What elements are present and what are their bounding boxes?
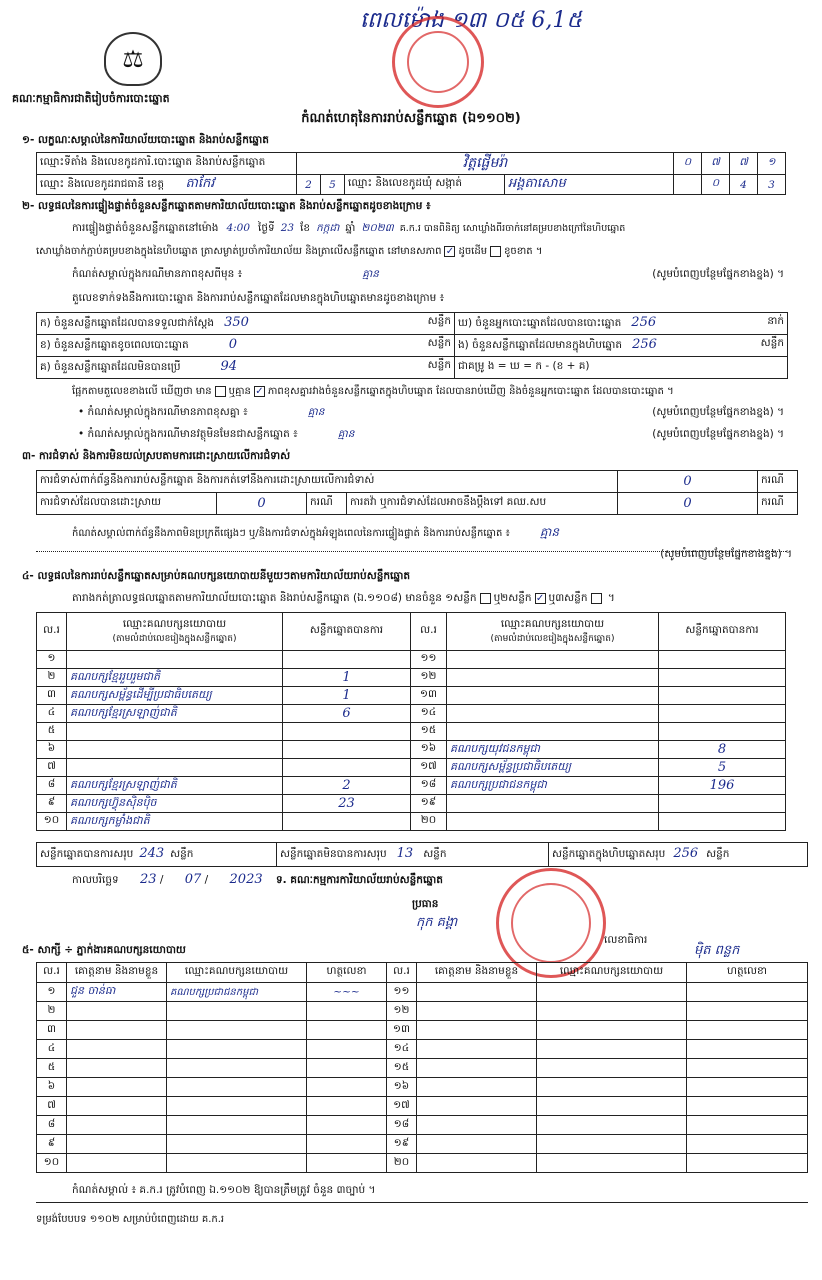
table-row	[37, 1135, 808, 1154]
witness-party	[537, 1116, 687, 1135]
witness-name	[67, 1021, 167, 1040]
row-number: ២	[37, 1002, 67, 1021]
party-name	[67, 723, 283, 741]
vote-count	[283, 813, 411, 831]
witness-name	[67, 1040, 167, 1059]
resolved-value: 0	[217, 493, 307, 515]
witness-signature	[687, 1021, 808, 1040]
checkbox-has-difference[interactable]	[215, 386, 226, 397]
row-number: ៣	[37, 687, 67, 705]
witness-party	[537, 983, 687, 1002]
witness-signature	[307, 1116, 387, 1135]
row-number: ៩	[37, 1135, 67, 1154]
seal-status-line: សោឃ្លាំងចាក់ភ្ជាប់គម្របខាងក្នុងនៃហិបឆ្នោត ត្រាសម្ងាត់ប្រចាំការិយាល័យ និងត្រាលើសន្លឹកឆ្នោត នៅមានសភាព ✓ ដូចដើម ខូចខាត ។	[36, 245, 543, 257]
party-name	[447, 651, 659, 669]
sheets-line: តារាងកត់ត្រាលទ្ធផលឆ្នោតតាមការិយាល័យបោះឆ្នោត និងរាប់សន្លឹកឆ្នោត (ឯ.១១០៨) មានចំនួន ១សន្លឹក ឬ២សន្លឹក ✓ ឬ៣សន្លឹក ។	[72, 592, 615, 604]
witness-party	[537, 1021, 687, 1040]
discrepancy-line: ផ្អែកតាមតួលេខខាងលើ ឃើញថា មាន ឬគ្មាន ✓ ភាពខុសគ្នារវាងចំនួនសន្លឹកឆ្នោតក្នុងហិបឆ្នោត ដែលបានរាប់ឃើញ និងចំនួនអ្នកបោះឆ្នោត ដែលបានបោះឆ្នោត ។	[72, 385, 674, 397]
object-value: គ្មាន	[337, 428, 355, 440]
row-number: ៦	[37, 741, 67, 759]
witness-name	[417, 1097, 537, 1116]
spoiled-label: ខ) ចំនួនសន្លឹកឆ្នោតខូចពេលបោះឆ្នោត	[40, 339, 189, 351]
row-number: ១៧	[387, 1097, 417, 1116]
party-name	[67, 651, 283, 669]
party-name: គណបក្សយុវជនកម្ពុជា	[447, 741, 659, 759]
witness-party	[167, 1116, 307, 1135]
code-digit: ១	[758, 153, 786, 175]
fill-back-note: (សូមបំពេញបន្ថែមផ្នែកខាងខ្នង) ។	[660, 548, 792, 560]
witness-signature	[307, 1078, 387, 1097]
witness-signature	[687, 1116, 808, 1135]
witness-signature	[687, 1135, 808, 1154]
row-number: ២០	[411, 813, 447, 831]
row-number: ២	[37, 669, 67, 687]
party-name	[447, 813, 659, 831]
witness-name	[67, 1116, 167, 1135]
witness-name	[417, 1040, 537, 1059]
table-row	[37, 651, 786, 669]
complaints-table: ការជំទាស់ពាក់ព័ន្ធនឹងការរាប់សន្លឹកឆ្នោត និងការកត់ទៅនឹងការដោះស្រាយលើការជំទាស់ 0 ករណី ការជំទាស់ដែលបានដោះស្រាយ 0 ករណី ការតវ៉ា ឬការជំទាស់ដែលអាចនឹងប្តឹងទៅ គឈ.សប 0 ករណី	[36, 470, 798, 515]
table-row	[37, 705, 786, 723]
row-number: ៧	[37, 1097, 67, 1116]
totals-table: សន្លឹកឆ្នោតបានការសរុប 243 សន្លឹក សន្លឹកឆ្នោតមិនបានការសរុប 13 សន្លឹក សន្លឹកឆ្នោតក្នុងហិបឆ្នោតសរុប 256 សន្លឹក	[36, 842, 808, 867]
row-number: ១២	[411, 669, 447, 687]
witness-signature	[307, 1154, 387, 1173]
witness-signature	[687, 1154, 808, 1173]
received-label: ក) ចំនួនសន្លឹកឆ្នោតដែលបានទទួលជាក់ស្តែង	[40, 317, 215, 329]
date-year: 2023	[229, 872, 263, 887]
appeal-label: ការតវ៉ា ឬការជំទាស់ដែលអាចនឹងប្តឹងទៅ គឈ.សប	[347, 493, 618, 515]
vote-count	[659, 795, 786, 813]
witness-name	[67, 1078, 167, 1097]
witness-signature	[687, 1002, 808, 1021]
checkbox-3-sheets[interactable]	[591, 593, 602, 604]
table-row	[37, 723, 786, 741]
row-number: ៣	[37, 1021, 67, 1040]
office-label: ទ. គណៈកម្មការការិយាល័យរាប់សន្លឹកឆ្នោត	[275, 874, 443, 886]
table-row	[37, 983, 808, 1002]
witness-party	[167, 1059, 307, 1078]
table-row	[37, 813, 786, 831]
party-name	[447, 705, 659, 723]
emblem-icon: ⚖	[104, 32, 162, 86]
spoiled-value: 0	[228, 337, 237, 352]
checkbox-2-sheets[interactable]: ✓	[535, 592, 545, 604]
party-name	[67, 741, 283, 759]
vote-count	[659, 705, 786, 723]
date-line: កាលបរិច្ឆេទ 23 / 07 / 2023 ទ. គណៈកម្មការការិយាល័យរាប់សន្លឹកឆ្នោត	[72, 872, 443, 887]
section3-heading: ៣- ការជំទាស់ និងការមិនយល់ស្របតាមការដោះស្រាយលើការជំទាស់	[22, 450, 291, 462]
witness-name	[67, 1135, 167, 1154]
table-row	[37, 1021, 808, 1040]
table-row	[37, 1097, 808, 1116]
row-number: ២០	[387, 1154, 417, 1173]
section2-heading: ២- លទ្ធផលនៃការផ្ទៀងផ្ទាត់ចំនួនសន្លឹកឆ្នោតតាមការិយាល័យបោះឆ្នោត និងរាប់សន្លឹកឆ្នោតដូចខាងក្រោម ៖	[22, 200, 431, 212]
vote-count	[283, 741, 411, 759]
witness-party	[167, 1002, 307, 1021]
row-number: ១	[37, 651, 67, 669]
handwritten-note: ពេលម៉ោង ១៣ ០៥ 6,1៥	[360, 8, 582, 33]
chair-signature: កុក គង្គា	[416, 915, 458, 930]
formula: ជាគម្រូ ង = ឃ = ក - (ខ + គ)	[455, 357, 788, 379]
vote-count: 1	[283, 687, 411, 705]
witness-signature	[307, 1059, 387, 1078]
witness-name	[67, 1059, 167, 1078]
section4-heading: ៤- លទ្ធផលនៃការរាប់សន្លឹកឆ្នោតសម្រាប់គណបក្សនយោបាយនីមួយៗតាមការិយាល័យរាប់សន្លឹកឆ្នោត	[22, 570, 411, 582]
witness-party	[537, 1097, 687, 1116]
footer-note: កំណត់សម្គាល់ ៖ គ.ក.រ ត្រូវបំពេញ ឯ.១១០២ ឱ្យបានត្រឹមត្រូវ ចំនួន ៣ច្បាប់ ។	[72, 1184, 376, 1196]
table-row	[37, 669, 786, 687]
box-total: 256	[673, 846, 699, 861]
valid-total: 243	[139, 846, 165, 861]
row-number: ៤	[37, 705, 67, 723]
invalid-total: 13	[396, 846, 414, 861]
month-value: កក្កដា	[316, 222, 340, 234]
unused-value: 94	[220, 359, 238, 374]
date-month: 07	[184, 872, 202, 887]
commune-code: 3	[758, 175, 786, 195]
date-day: 23	[140, 872, 157, 887]
vote-count	[659, 669, 786, 687]
row-number: ៥	[37, 1059, 67, 1078]
witness-signature	[307, 1135, 387, 1154]
witness-signature	[307, 1021, 387, 1040]
party-name: គណបក្សសម្ព័ន្ធប្រជាធិបតេយ្យ	[447, 759, 659, 777]
witness-name	[417, 1078, 537, 1097]
location-label: ឈ្មោះទីតាំង និងលេខកូដការិ.បោះឆ្នោត និងរាប់សន្លឹកឆ្នោត	[37, 153, 297, 175]
party-name: គណបក្សកម្លាំងជាតិ	[67, 813, 283, 831]
witness-party	[537, 1154, 687, 1173]
vote-count	[283, 759, 411, 777]
in-box-value: 256	[632, 337, 657, 352]
party-name	[447, 723, 659, 741]
witness-signature	[307, 1040, 387, 1059]
province-code: 2	[297, 175, 321, 195]
location-value: វិត្តផ្លើមរ៉ា	[297, 153, 674, 175]
party-name: គណបក្សខ្មែររួបរួមជាតិ	[67, 669, 283, 687]
row-number: ៥	[37, 723, 67, 741]
checkbox-damaged[interactable]	[490, 246, 501, 257]
vote-count: 5	[659, 759, 786, 777]
secretary-label: លេខាធិការ	[604, 934, 648, 946]
committee-name: គណៈកម្មាធិការជាតិរៀបចំការបោះឆ្នោត	[12, 92, 170, 105]
page-title: កំណត់ហេតុនៃការរាប់សន្លឹកឆ្នោត (ឯ១១០២)	[301, 111, 521, 126]
witness-party	[167, 1078, 307, 1097]
row-number: ១៩	[387, 1135, 417, 1154]
code-digit: ០	[674, 153, 702, 175]
row-number: ៧	[37, 759, 67, 777]
vote-count: 196	[659, 777, 786, 795]
witness-name	[67, 1002, 167, 1021]
voters-value: 256	[631, 315, 657, 330]
section1-heading: ១- លក្ខណៈសម្គាល់នៃការិយាល័យបោះឆ្នោត និងរាប់សន្លឹកឆ្នោត	[22, 134, 269, 146]
object-note: • កំណត់សម្គាល់ក្នុងករណីមានវត្ថុមិនមែនជាសន្លឹកឆ្នោត ៖ គ្មាន (សូមបំពេញបន្ថែមផ្នែកខាងខ្នង) ។	[78, 428, 784, 440]
resolved-label: ការជំទាស់ដែលបានដោះស្រាយ	[37, 493, 217, 515]
received-value: 350	[224, 315, 249, 330]
witness-signature	[687, 1040, 808, 1059]
province-value: តាកែវ	[185, 176, 215, 191]
witness-name: ជួន ចាន់ធា	[67, 983, 167, 1002]
row-number: ៨	[37, 1116, 67, 1135]
row-number: ១៤	[411, 705, 447, 723]
complaints-value: 0	[618, 471, 758, 493]
row-number: ១៥	[387, 1059, 417, 1078]
party-name: គណបក្សខ្មែរស្រឡាញ់ជាតិ	[67, 705, 283, 723]
party-name	[447, 669, 659, 687]
vote-count: 23	[283, 795, 411, 813]
party-name: គណបក្សហ៊្វុនស៊ិនប៉ិច	[67, 795, 283, 813]
table-row	[37, 1002, 808, 1021]
time-value: 4:00	[226, 222, 251, 234]
vote-count	[283, 723, 411, 741]
results-table: ល.រ ឈ្មោះគណបក្សនយោបាយ (តាមលំដាប់លេខរៀងក្នុងសន្លឹកឆ្នោត) សន្លឹកឆ្នោតបានការ ល.រ ឈ្មោះគណបក្សនយោបាយ (តាមលំដាប់លេខរៀងក្នុងសន្លឹកឆ្នោត) សន្លឹកឆ្នោតបានការ ១ ១១ ២ គណបក្សខ្មែររួបរួមជាតិ 1 ១២ ៣ គណបក្សសម្ព័ន្ធដើម្បីប្រជាធិបតេយ្យ 1 ១៣ ៤ គណបក្សខ្មែរស្រឡាញ់ជាតិ 6 ១៤ ៥ ១៥ ៦ ១៦ គណបក្សយុវជនកម្ពុជា 8 ៧ ១៧ គណបក្សសម្ព័ន្ធប្រជាធិបតេយ្យ 5 ៨ គណបក្សខ្មែរស្រឡាញ់ជាតិ 2 ១៨ គណបក្សប្រជាជនកម្ពុជា 196 ៩ គណបក្សហ៊្វុនស៊ិនប៉ិច 23 ១៩ ១០ គណបក្សកម្លាំងជាតិ ២០	[36, 612, 786, 831]
difference-note-line: កំណត់សម្គាល់ក្នុងករណីមានភាពខុសពីមុន ៖ គ្មាន (សូមបំពេញបន្ថែមផ្នែកខាងខ្នង) ។	[72, 268, 784, 280]
vote-count	[283, 651, 411, 669]
witness-signature	[307, 1002, 387, 1021]
witness-signature	[307, 1097, 387, 1116]
row-number: ១៦	[411, 741, 447, 759]
table-row	[37, 1116, 808, 1135]
row-number: ១០	[37, 813, 67, 831]
party-name: គណបក្សសម្ព័ន្ធដើម្បីប្រជាធិបតេយ្យ	[67, 687, 283, 705]
witness-name	[417, 1021, 537, 1040]
voters-label: ឃ) ចំនួនអ្នកបោះឆ្នោតដែលបានបោះឆ្នោត	[458, 317, 622, 329]
witness-party	[167, 1154, 307, 1173]
witness-signature	[687, 983, 808, 1002]
witness-party	[537, 1135, 687, 1154]
witness-party	[537, 1002, 687, 1021]
row-number: ១៦	[387, 1078, 417, 1097]
witness-signature	[687, 1059, 808, 1078]
vote-count	[659, 723, 786, 741]
in-box-label: ង) ចំនួនសន្លឹកឆ្នោតដែលមានក្នុងហិបឆ្នោត	[458, 339, 623, 351]
commune-label: ឈ្មោះ និងលេខកូដឃុំ សង្កាត់	[345, 175, 505, 195]
row-number: ១៤	[387, 1040, 417, 1059]
witness-name	[417, 1135, 537, 1154]
vote-count	[659, 651, 786, 669]
witness-table: ល.រ គោត្តនាម និងនាមខ្លួន ឈ្មោះគណបក្សនយោបាយ ហត្ថលេខា ល.រ គោត្តនាម និងនាមខ្លួន ឈ្មោះគណបក្សនយោបាយ ហត្ថលេខា ១ ជួន ចាន់ធា គណបក្សប្រជាជនកម្ពុជា ~~~ ១១ ២ ១២ ៣ ១៣ ៤ ១៤ ៥ ១៥ ៦ ១៦ ៧ ១៧ ៨ ១៨ ៩ ១៩ ១០ ២០	[36, 962, 808, 1173]
witness-party: គណបក្សប្រជាជនកម្ពុជា	[167, 983, 307, 1002]
table-row	[37, 1154, 808, 1173]
code-digit: ៧	[730, 153, 758, 175]
section5-heading: ៥- សាក្សី ÷ ភ្នាក់ងារគណបក្សនយោបាយ	[22, 944, 186, 956]
row-number: ១១	[387, 983, 417, 1002]
complaints-label: ការជំទាស់ពាក់ព័ន្ធនឹងការរាប់សន្លឹកឆ្នោត និងការកត់ទៅនឹងការដោះស្រាយលើការជំទាស់	[37, 471, 618, 493]
party-name	[447, 687, 659, 705]
table-row	[37, 687, 786, 705]
secretary-signature: ម៉ិត ពន្លក	[694, 943, 740, 958]
table-row	[37, 777, 786, 795]
witness-name	[417, 1002, 537, 1021]
province-label: ឈ្មោះ និងលេខកូដរាជធានី ខេត្ត	[40, 178, 165, 190]
witness-name	[417, 1154, 537, 1173]
row-number: ៤	[37, 1040, 67, 1059]
commune-code: ០	[702, 175, 730, 195]
official-seal-top	[392, 16, 484, 108]
row-number: ១១	[411, 651, 447, 669]
appeal-value: 0	[618, 493, 758, 515]
row-number: ១៩	[411, 795, 447, 813]
checkbox-no-difference[interactable]: ✓	[255, 385, 264, 397]
irregularity-note: កំណត់សម្គាល់ពាក់ព័ន្ធនឹងភាពមិនប្រក្រតីផ្សេងៗ ឬ/និងការជំទាស់ក្នុងអំឡុងពេលនៃការផ្ទៀងផ្ទាត់ និងការរាប់សន្លឹកឆ្នោត ៖ គ្មាន	[72, 525, 559, 539]
figures-intro: តួលេខទាក់ទងនឹងការបោះឆ្នោត និងការរាប់សន្លឹកឆ្នោតដែលមានក្នុងហិបឆ្នោតមានដូចខាងក្រោម ៖	[72, 292, 445, 304]
figures-table: ក) ចំនួនសន្លឹកឆ្នោតដែលបានទទួលជាក់ស្តែង 350 សន្លឹក ឃ) ចំនួនអ្នកបោះឆ្នោតដែលបានបោះឆ្នោត 256 នាក់ ខ) ចំនួនសន្លឹកឆ្នោតខូចពេលបោះឆ្នោត 0 សន្លឹក ង) ចំនួនសន្លឹកឆ្នោតដែលមានក្នុងហិបឆ្នោត 256 សន្លឹក គ) ចំនួនសន្លឹកឆ្នោតដែលមិនបានប្រើ 94 សន្លឹក ជាគម្រូ ង = ឃ = ក - (ខ + គ)	[36, 312, 788, 379]
table-row	[37, 795, 786, 813]
table-row	[37, 1078, 808, 1097]
unused-label: គ) ចំនួនសន្លឹកឆ្នោតដែលមិនបានប្រើ	[40, 361, 181, 373]
witness-party	[537, 1059, 687, 1078]
witness-party	[167, 1021, 307, 1040]
witness-party	[167, 1040, 307, 1059]
vote-count: 1	[283, 669, 411, 687]
witness-party	[167, 1097, 307, 1116]
row-number: ១២	[387, 1002, 417, 1021]
section1-table	[36, 152, 786, 195]
witness-signature: ~~~	[307, 983, 387, 1002]
checkbox-1-sheet[interactable]	[480, 593, 491, 604]
party-name: គណបក្សប្រជាជនកម្ពុជា	[447, 777, 659, 795]
day-value: 23	[280, 222, 295, 234]
irregularity-value: គ្មាន	[539, 525, 559, 539]
year-value: ២០២៣	[361, 222, 394, 234]
discrepancy-value: គ្មាន	[307, 406, 325, 418]
table-row	[37, 1040, 808, 1059]
province-code: 5	[321, 175, 345, 195]
witness-signature	[687, 1097, 808, 1116]
row-number: ១៣	[387, 1021, 417, 1040]
witness-name	[67, 1154, 167, 1173]
chair-label: ប្រធាន	[412, 898, 439, 910]
row-number: ៨	[37, 777, 67, 795]
party-name	[447, 795, 659, 813]
witness-name	[417, 983, 537, 1002]
witness-party	[167, 1135, 307, 1154]
row-number: ១៨	[387, 1116, 417, 1135]
party-name	[67, 759, 283, 777]
vote-count: 2	[283, 777, 411, 795]
vote-count	[659, 687, 786, 705]
vote-count	[659, 813, 786, 831]
commune-code: 4	[730, 175, 758, 195]
party-name: គណបក្សខ្មែរស្រឡាញ់ជាតិ	[67, 777, 283, 795]
row-number: ១៣	[411, 687, 447, 705]
row-number: ៦	[37, 1078, 67, 1097]
difference-note-value: គ្មាន	[362, 268, 379, 280]
table-row	[37, 759, 786, 777]
witness-signature	[687, 1078, 808, 1097]
discrepancy-note: • កំណត់សម្គាល់ក្នុងករណីមានភាពខុសគ្នា ៖ គ្មាន (សូមបំពេញបន្ថែមផ្នែកខាងខ្នង) ។	[78, 406, 784, 418]
row-number: ១៧	[411, 759, 447, 777]
witness-party	[537, 1078, 687, 1097]
row-number: ១៥	[411, 723, 447, 741]
witness-name	[417, 1059, 537, 1078]
row-number: ១	[37, 983, 67, 1002]
verification-line: ការផ្ទៀងផ្ទាត់ចំនួនសន្លឹកឆ្នោតនៅម៉ោង 4:00 ថ្ងៃទី 23 ខែ កក្កដា ឆ្នាំ ២០២៣ គ.ក.រ បានពិនិត្យ សោឃ្លាំងពីរចាក់នៅគម្របខាងក្រៅនៃហិបឆ្នោត	[72, 222, 626, 234]
row-number: ១៨	[411, 777, 447, 795]
vote-count: 8	[659, 741, 786, 759]
row-number: ៩	[37, 795, 67, 813]
witness-name	[417, 1116, 537, 1135]
vote-count: 6	[283, 705, 411, 723]
commune-value: អង្គតាសោម	[505, 175, 674, 195]
witness-party	[537, 1040, 687, 1059]
checkbox-intact[interactable]: ✓	[445, 245, 455, 257]
table-row	[37, 741, 786, 759]
witness-name	[67, 1097, 167, 1116]
form-footer: ទម្រង់បែបបទ ១១០២ សម្រាប់បំពេញដោយ គ.ក.រ	[36, 1214, 225, 1225]
code-digit: ៧	[702, 153, 730, 175]
table-row	[37, 1059, 808, 1078]
row-number: ១០	[37, 1154, 67, 1173]
